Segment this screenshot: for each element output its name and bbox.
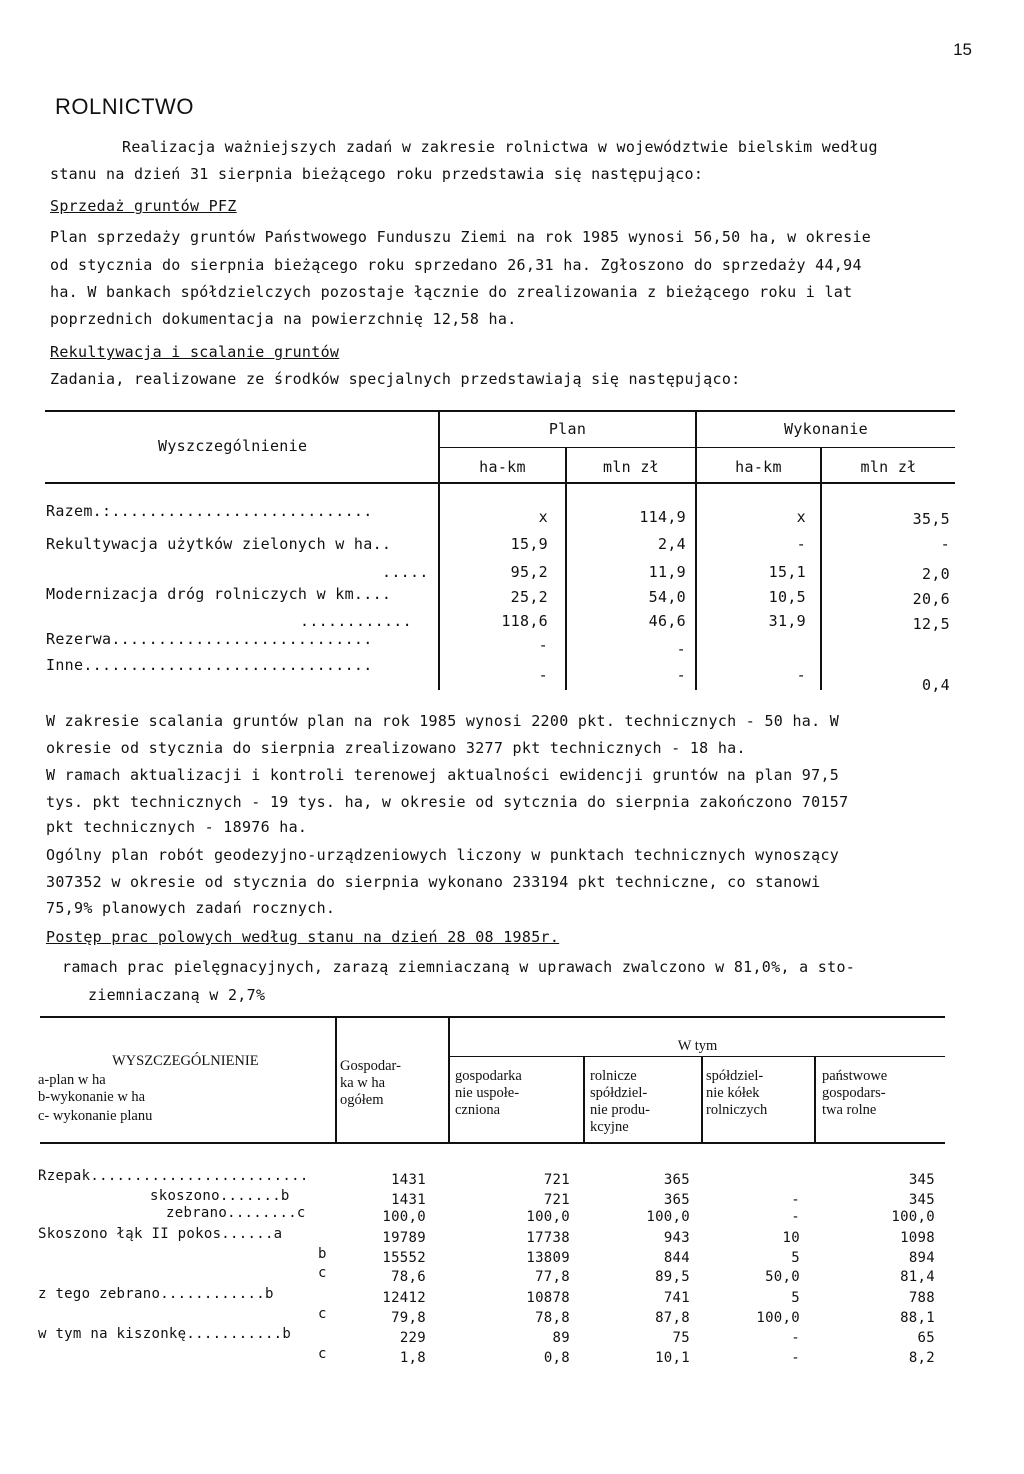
table-cell: 100,0: [891, 1209, 935, 1225]
table-cell: -: [791, 1330, 800, 1346]
rule: [440, 447, 955, 448]
rule: [335, 1016, 337, 1144]
header-plan: Plan: [548, 420, 587, 438]
table-cell: 35,5: [912, 510, 950, 528]
rule: [438, 410, 440, 690]
table-cell: 1431: [391, 1172, 426, 1188]
table-cell: 1098: [900, 1230, 935, 1246]
table-row-label: Rezerwa............................: [46, 630, 373, 648]
hdr-line: czniona: [455, 1102, 501, 1118]
hdr-line: rolniczych: [706, 1102, 768, 1118]
table-cell: -: [676, 666, 686, 684]
table-cell: 87,8: [655, 1310, 690, 1326]
rule: [450, 1056, 945, 1057]
table-row-label: Razem.:............................: [46, 502, 373, 520]
table-cell: 5: [791, 1290, 800, 1306]
sub-header: mln zł: [603, 458, 659, 476]
reclamation-intro: Zadania, realizowane ze środków specjalnych przedstawiają się następująco:: [50, 370, 741, 388]
hdr-line: spółdziel-: [590, 1085, 648, 1101]
col-b-header: [590, 1068, 650, 1136]
hdr-line: gospodars-: [822, 1085, 886, 1101]
geo-line: 307352 w okresie od stycznia do sierpnia wykonano 233194 pkt techniczne, co stanowi: [46, 873, 821, 891]
rule: [45, 482, 955, 484]
table-cell: 894: [908, 1250, 935, 1266]
table-row-label: .....: [382, 563, 429, 581]
hdr-line: Gospodar-: [340, 1058, 401, 1074]
table-cell: 31,9: [768, 612, 806, 630]
col-a-header: [455, 1068, 522, 1119]
table-cell: 10878: [526, 1290, 570, 1306]
table-cell: 10,1: [655, 1350, 690, 1366]
table-cell: 54,0: [648, 588, 686, 606]
table-row-label: c: [318, 1265, 327, 1281]
table-row-label: w tym na kiszonkę...........b: [38, 1326, 292, 1342]
col-c-header: [706, 1068, 767, 1119]
hdr-line: nie produ-: [590, 1102, 650, 1118]
sale-line: poprzednich dokumentacja na powierzchnię 12,58 ha.: [50, 310, 517, 328]
legend-line: a-plan w ha: [38, 1072, 106, 1088]
hdr-line: państwowe: [822, 1068, 888, 1084]
table-cell: -: [796, 535, 806, 553]
table-cell: -: [791, 1209, 800, 1225]
hdr-line: twa rolne: [822, 1102, 877, 1118]
table-cell: 5: [791, 1250, 800, 1266]
table-cell: 1431: [391, 1192, 426, 1208]
col-total-header: [340, 1058, 401, 1109]
intro-line: stanu na dzień 31 sierpnia bieżącego roku przedstawia się następująco:: [50, 165, 704, 183]
table-cell: 118,6: [501, 612, 548, 630]
table-cell: 88,1: [900, 1310, 935, 1326]
reclamation-heading: Rekultywacja i scalanie gruntów: [50, 343, 340, 361]
table-cell: 15,1: [768, 563, 806, 581]
table-cell: x: [538, 508, 548, 526]
table-cell: 78,6: [391, 1269, 426, 1285]
table-cell: -: [791, 1192, 800, 1208]
table-cell: -: [791, 1350, 800, 1366]
table-row-label: skoszono.......b: [150, 1188, 290, 1204]
rule: [40, 1142, 945, 1144]
table-row-label: c: [318, 1306, 327, 1322]
rule: [820, 447, 822, 690]
table-row-label: zebrano........c: [166, 1205, 306, 1221]
hdr-line: ogółem: [340, 1092, 384, 1108]
legend-line: c- wykonanie planu: [38, 1108, 153, 1124]
table-cell: -: [676, 640, 686, 658]
table-cell: 79,8: [391, 1310, 426, 1326]
table-cell: 365: [663, 1192, 690, 1208]
table-cell: 12412: [382, 1290, 426, 1306]
geo-line: Ogólny plan robót geodezyjno-urządzeniowych liczony w punktach technicznych wynoszący: [46, 846, 840, 864]
sale-line: Plan sprzedaży gruntów Państwowego Funduszu Ziemi na rok 1985 wynosi 56,50 ha, w okresie: [50, 228, 872, 246]
table-cell: 100,0: [756, 1310, 800, 1326]
section-heading: ROLNICTWO: [55, 94, 194, 119]
table-cell: 100,0: [646, 1209, 690, 1225]
table-cell: 46,6: [648, 612, 686, 630]
field-work-heading: Postęp prac polowych według stanu na dzień 28 08 1985r.: [46, 928, 560, 946]
table-cell: 100,0: [526, 1209, 570, 1225]
table-row-label: c: [318, 1346, 327, 1362]
scal-line: W zakresie scalania gruntów plan na rok 1985 wynosi 2200 pkt. technicznych - 50 ha. W: [46, 712, 840, 730]
table-cell: 788: [908, 1290, 935, 1306]
sale-heading: Sprzedaż gruntów PFZ: [50, 197, 237, 215]
table-row-label: Skoszono łąk II pokos......a: [38, 1226, 283, 1242]
table-cell: 19789: [382, 1230, 426, 1246]
table-cell: -: [538, 636, 548, 654]
table-cell: 81,4: [900, 1269, 935, 1285]
rule: [565, 447, 567, 690]
header-label: Wyszczególnienie: [158, 437, 308, 455]
header-wykonanie: Wykonanie: [784, 420, 868, 438]
scal-line: pkt technicznych - 18976 ha.: [46, 818, 308, 836]
sale-line: od stycznia do sierpnia bieżącego roku sprzedano 26,31 ha. Zgłoszono do sprzedaży 44,94: [50, 256, 862, 274]
page-number: 15: [953, 40, 972, 59]
table-row-label: ............: [300, 612, 412, 630]
rule: [701, 1056, 703, 1144]
table-cell: 78,8: [535, 1310, 570, 1326]
intro-line: Realizacja ważniejszych zadań w zakresie rolnictwa w województwie bielskim według: [122, 138, 878, 156]
rule: [45, 410, 955, 412]
table-cell: 17738: [526, 1230, 570, 1246]
hdr-line: gospodarka: [455, 1068, 522, 1084]
scal-line: okresie od stycznia do sierpnia zrealizowano 3277 pkt technicznych - 18 ha.: [46, 739, 746, 757]
sale-line: ha. W bankach spółdzielczych pozostaje łącznie do zrealizowania z bieżącego roku i lat: [50, 283, 853, 301]
table-cell: 943: [663, 1230, 690, 1246]
table-cell: 15,9: [510, 535, 548, 553]
hdr-line: spółdziel-: [706, 1068, 764, 1084]
table-cell: 0,8: [543, 1350, 570, 1366]
table-row-label: z tego zebrano............b: [38, 1286, 274, 1302]
rule: [40, 1016, 945, 1018]
table-cell: 50,0: [765, 1269, 800, 1285]
sub-header: mln zł: [860, 458, 917, 476]
table-cell: 20,6: [912, 590, 950, 608]
table-cell: 365: [663, 1172, 690, 1188]
table-cell: 114,9: [639, 508, 686, 526]
table-cell: 75: [672, 1330, 690, 1346]
w-tym-header: W tym: [677, 1038, 718, 1054]
table-row-label: Rekultywacja użytków zielonych w ha..: [46, 535, 392, 553]
table-cell: 13809: [526, 1250, 570, 1266]
header-legend: [38, 1072, 152, 1125]
scal-line: tys. pkt technicznych - 19 tys. ha, w okresie od sytcznia do sierpnia zakończono 70157: [46, 793, 849, 811]
table-cell: 345: [908, 1192, 935, 1208]
table-cell: 1,8: [399, 1350, 426, 1366]
table-cell: 89,5: [655, 1269, 690, 1285]
rule: [695, 410, 697, 690]
table-cell: 2,0: [922, 565, 950, 583]
table-cell: 10: [782, 1230, 800, 1246]
col-d-header: [822, 1068, 887, 1119]
table-cell: 77,8: [535, 1269, 570, 1285]
table-cell: 15552: [382, 1250, 426, 1266]
table-row-label: Rzepak.........................: [38, 1168, 309, 1184]
hdr-line: rolnicze: [590, 1068, 637, 1084]
table-cell: -: [538, 666, 548, 684]
field-work-line: ramach prac pielęgnacyjnych, zarazą ziemniaczaną w uprawach zwalczono w 81,0%, a sto-: [62, 958, 856, 976]
table-cell: 65: [917, 1330, 935, 1346]
hdr-line: ka w ha: [340, 1075, 386, 1091]
table-cell: 89: [552, 1330, 570, 1346]
table-cell: 95,2: [510, 563, 548, 581]
table-cell: 25,2: [510, 588, 548, 606]
rule: [583, 1056, 585, 1144]
table-cell: x: [796, 508, 806, 526]
table-cell: 0,4: [922, 676, 950, 694]
field-work-line: ziemniaczaną w 2,7%: [88, 986, 266, 1004]
table-cell: 741: [663, 1290, 690, 1306]
table-cell: 12,5: [912, 615, 950, 633]
table-row-label: Inne...............................: [46, 656, 373, 674]
hdr-line: nie kółek: [706, 1085, 760, 1101]
table-cell: 100,0: [382, 1209, 426, 1225]
sub-header: ha-km: [735, 458, 782, 476]
table-cell: 11,9: [648, 563, 686, 581]
table-cell: -: [940, 535, 950, 553]
scal-line: W ramach aktualizacji i kontroli terenowej aktualności ewidencji gruntów na plan 97,5: [46, 766, 840, 784]
hdr-line: kcyjne: [590, 1119, 629, 1135]
table-cell: 10,5: [768, 588, 806, 606]
legend-line: b-wykonanie w ha: [38, 1089, 146, 1105]
rule: [448, 1016, 450, 1144]
table-cell: 844: [663, 1250, 690, 1266]
sub-header: ha-km: [479, 458, 526, 476]
table-row-label: Modernizacja dróg rolniczych w km....: [46, 585, 392, 603]
geo-line: 75,9% planowych zadań rocznych.: [46, 899, 336, 917]
table-cell: 2,4: [658, 535, 686, 553]
table-cell: 8,2: [908, 1350, 935, 1366]
table-row-label: b: [318, 1246, 327, 1262]
table-cell: -: [796, 666, 806, 684]
table-cell: 229: [399, 1330, 426, 1346]
table-cell: 721: [543, 1192, 570, 1208]
header-title: WYSZCZEGÓLNIENIE: [112, 1053, 259, 1069]
rule: [814, 1056, 816, 1144]
hdr-line: nie uspołe-: [455, 1085, 520, 1101]
table-cell: 345: [908, 1172, 935, 1188]
table-cell: 721: [543, 1172, 570, 1188]
